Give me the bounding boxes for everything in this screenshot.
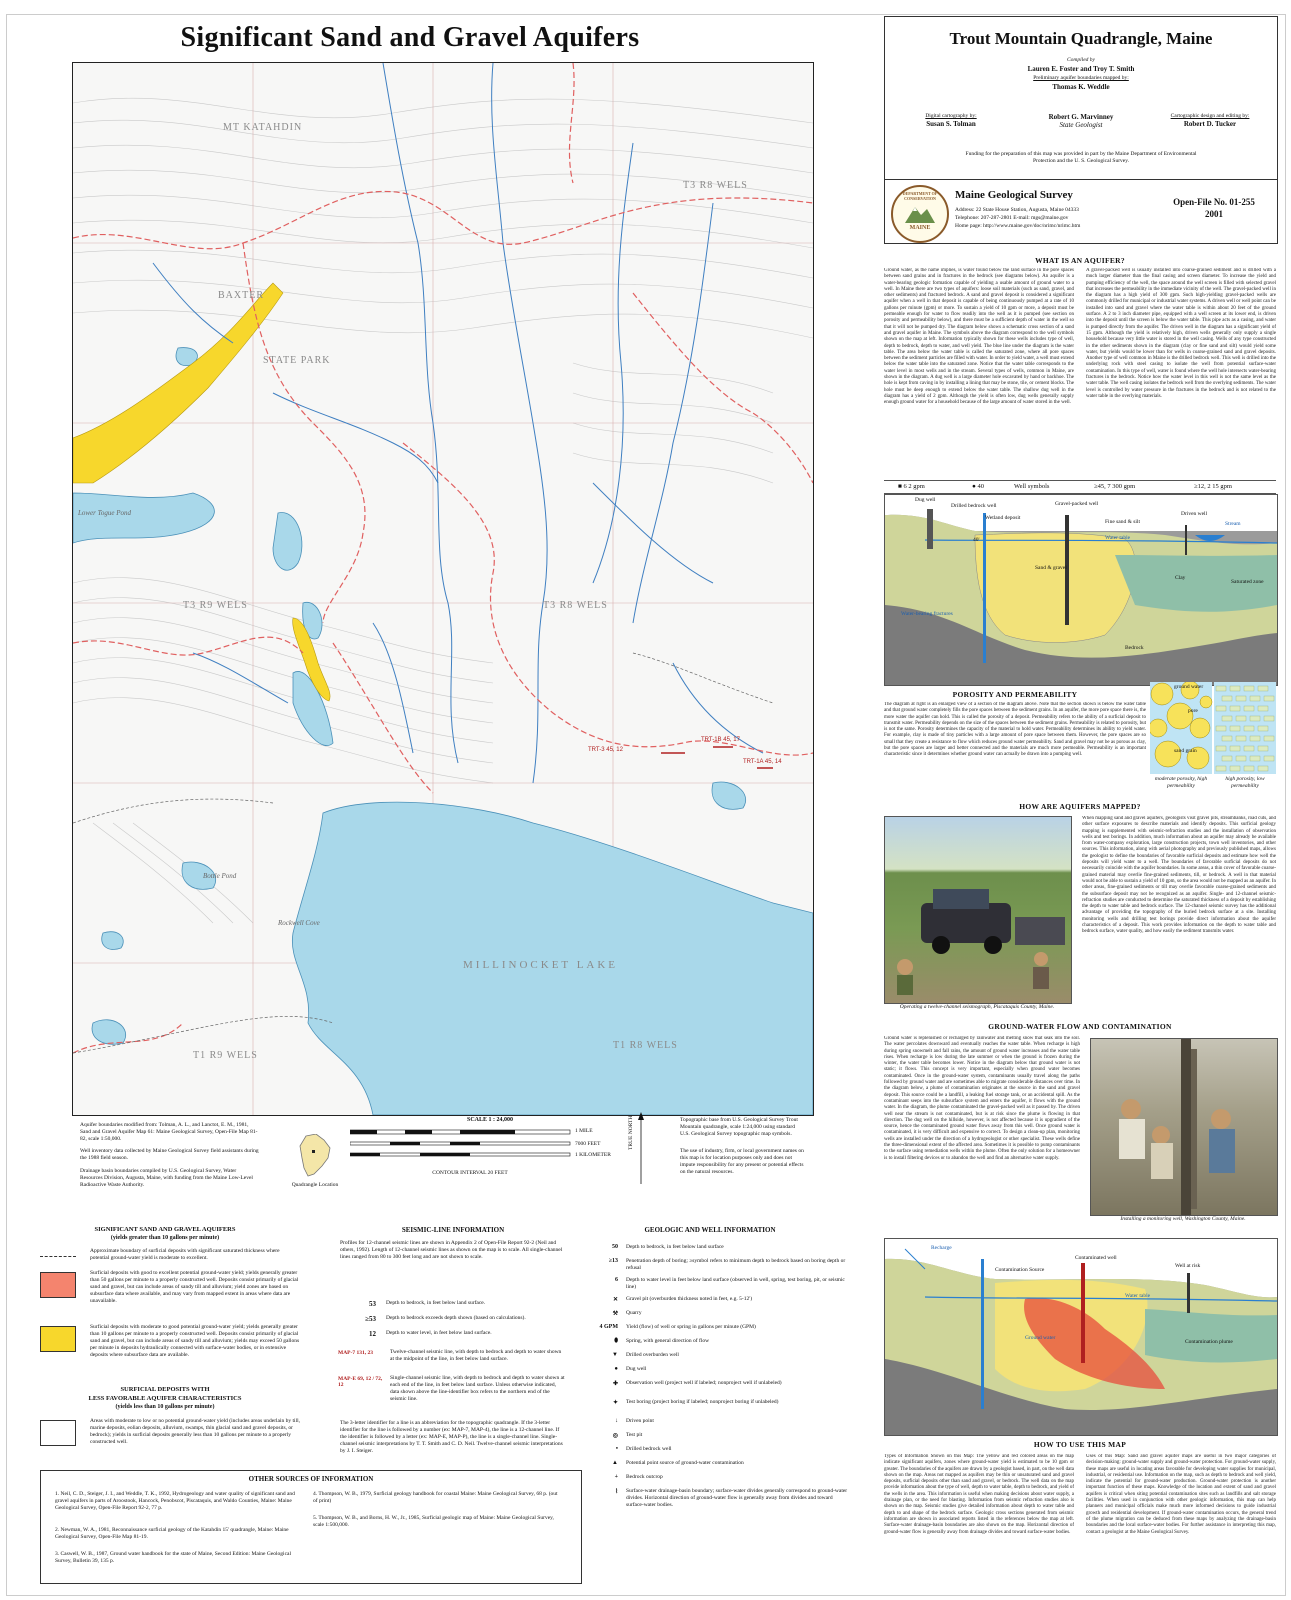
aquifer-deposits — [73, 283, 330, 701]
quadrangle-location-map — [294, 1134, 334, 1178]
mgs-address: Address: 22 State House Station, Augusta, Maine 04333 — [955, 207, 1079, 213]
seismic-sym-5: MAP-E 69, 12 / 72, 12 — [338, 1376, 383, 1388]
aquifer-text-col2: A gravel-packed well is usually installed into coarse-grained sediment and is drilled with a much larger diameter than the final casing and screen diameter. To increase the yield and pumping efficiency of the well, the space around the well screen is filled with selected gravel that increases the permeability in the immediate vicinity of the well. The gravel-packed well in the diagram has a high yield of 300 gpm. Such high-yielding gravel-packed wells are commonly drilled for municipal or industrial water systems. A driven well or well point can be installed into sand and gravel where the water table is within about 20 feet of the ground surface. A 2 to 3 inch diameter pipe, equipped with a well screen at its lower end, is driven into the deposit until the screen is below the water table. This pipe acts as a casing, and water is pumped directly from the aquifer. The driven well in the diagram has a significant yield of 15 gpm. Although the yield is relatively high, driven wells generally only supply a single household because very little water is stored in the well casing. Wells of any type constructed in the other sediments shown in the diagram (clay or fine sand and silt) would yield some water, but yields would be lower than for wells in coarse-grained sand and gravel deposits. Another type of well common in Maine is the drilled bedrock well. This well is drilled into the underlying rock with steel casing to isolate the well from potential surface-water contamination. In this type of well, water is found where the well hole intersects water-bearing fractures in the bedrock. Notice how the water level in this well is not the same level as the water table. The well casing isolates the bedrock well from the overlying sediments. The water level is controlled by water pressure in the fractures in the bedrock and is not related to the water table in the overlying materials. — [1086, 268, 1276, 399]
geologic-legend-text: Test boring (project boring if labeled; nonproject boring if unlabeled) — [626, 1399, 779, 1405]
howto-text-col1: Types of Information Shown on this Map: The yellow and red colored areas on the map indicate significant aquifers, zones where ground-water yield is estimated to be 10 gpm or greater. The boundaries of the aquifers are drawn by a geologist based, in part, on the well data shown on the map. Areas not mapped as aquifers may be thin or unsaturated sand and gravel deposits, surficial deposits other than sand and gravel, or bedrock. The well data on the map provide information about the type of well, depth to water table, depth to bedrock, and yield of the wells in the area. This information is useful when making decisions about water supply, a drainage plan, or the need for blasting. Information from seismic refraction studies also is shown on the map. Seismic studies give detailed information about depth to water table and depth to and shape of the bedrock surface. Geologic cross sections generated from seismic information are shown in associated reports listed in the references below the map at left. Surface-water drainage-basin boundaries are also shown on the map. Horizontal direction of ground-water flow is generally away from drainage divides and toward surface-water bodies. — [884, 1454, 1074, 1535]
porosity-caption-right: high porosity, low permeability — [1225, 776, 1265, 789]
topographic-map — [72, 62, 814, 1116]
geologic-legend-text: Depth to water level in feet below land surface (observed in well, spring, test boring, pit, or seismic line) — [626, 1277, 845, 1290]
north-arrow — [636, 1112, 646, 1184]
scale-mile: 1 MILE — [575, 1128, 593, 1134]
carto-name: Robert D. Tucker — [1183, 120, 1237, 128]
legend-yellow-text: Surficial deposits with moderate to good potential ground-water yield; yields generally greater than 10 gallons per minute to a properly constructed well. Deposits consist primarily of glacial sand and gravel, but can include areas of sandy till and alluvium; yields may exceed 50 gallons per minute in deposits hydraulically connected with surface-water bodies, or in extensive deposits where subsurface data are available. — [90, 1324, 300, 1358]
seismic-sym-1: 53 — [369, 1300, 376, 1308]
geologic-legend-symbol: ● — [614, 1366, 618, 1372]
howto-text-col2: Uses of this Map: Sand and gravel aquifer maps are useful in two major categories of decision-making: ground-water supply and ground-water protection. For ground-water supply, these maps are useful in locating areas favorable for developing water supplies for municipal, industrial, or residential use. Information on the map, such as depth to bedrock and well yield, indicate the potential for ground-water production. Ground-water protection is another important function of these maps. Knowledge of the location and extent of sand and gravel aquifers is critical when siting potential contamination sites such as landfills and salt storage facilities. When used in conjunction with other geologic information, this map can help planners and municipal officials make much more informed decisions to guide industrial growth and residential development. If ground-water contamination occurs, the general trend of the plume migration can be deduced from these maps by analyzing the drainage-basin boundaries and the local surface-water bodies. For further assistance in interpreting this map, contact a geologist at the Maine Geological Survey. — [1086, 1454, 1276, 1535]
geologic-legend-symbol: ↓ — [615, 1418, 618, 1424]
geologic-legend-symbol: ≥13 — [608, 1258, 618, 1264]
geologic-legend-text: Driven point — [626, 1418, 654, 1424]
mapped-text: When mapping sand and gravel aquifers, geologists visit gravel pits, streambanks, road cuts, and other surface exposures to describe materials and identify deposits. This surficial geology mapping is supplemented with seismic-refraction studies and the installation of observation wells and test borings. In addition, much information about an aquifer may already be available from water-company exploration, large construction projects, town well inventories, and other sources. This information, along with aerial photography and previously published maps, allows the geologist to define the boundaries of favorable surficial deposits and estimate how well the deposits will yield water to a well. The boundaries of favorable surficial deposits do not necessarily coincide with the aquifer boundaries. In some areas, a thin cover of favorable coarse-grained material may overlie fine-grained sediments, till, or bedrock. A well in that material would not be able to sustain a yield of 10 gpm, so the area would not be mapped as an aquifer. In other areas, fine-grained sediments or till may overlie favorable coarse-grained sediments and the subsurface deposit may not be recognized as an aquifer. Single- and 12-channel seismic-refraction studies are conducted to determine the saturated thickness of a deposit by establishing the depth to water table and bedrock surface. The 12-channel seismic survey has the additional advantage of providing the topography of the buried bedrock surface at a site. Installing monitoring wells and drilling test borings provide direct information about the aquifer characteristics of a deposit. This work provides information on the depth to water table and bedrock surface, water quality, and how easily the sediment transmits water. — [1082, 816, 1276, 935]
scale-feet: 7000 FEET — [575, 1141, 601, 1147]
geologic-title: GEOLOGIC AND WELL INFORMATION — [644, 1226, 776, 1234]
seismic-sym-4: MAP-7 131, 23 — [338, 1350, 373, 1356]
geologic-legend-text: Drilled bedrock well — [626, 1446, 672, 1452]
contamination-diagram — [884, 1238, 1278, 1436]
topo-base-note: Topographic base from U.S. Geological Survey Trout Mountain quadrangle, scale 1:24,000 using standard U.S. Geological Survey topographic map symbols. — [680, 1117, 798, 1137]
label-well-at-risk: Well at risk — [1175, 1263, 1201, 1269]
label-drilled-bedrock-well: Drilled bedrock well — [951, 503, 997, 509]
label-driven-well: Driven well — [1181, 511, 1208, 517]
geologic-legend-symbol: ⬮ — [614, 1338, 618, 1344]
seal-top-text: DEPARTMENT OF CONSERVATION — [902, 191, 938, 201]
label-lower-togue-pond: Lower Togue Pond — [78, 509, 132, 517]
label-mt-katahdin: MT KATAHDIN — [223, 122, 303, 133]
state-geologist-name: Robert G. Marvinney — [1048, 113, 1114, 121]
seismic-label-trt1b: TRT-1B 45, 17 — [701, 737, 740, 743]
geologic-legend-symbol: 50 — [612, 1244, 618, 1250]
label-t3r8-north: T3 R8 WELS — [683, 180, 748, 191]
seismic-row-4: Twelve-channel seismic line, with depth to bedrock and depth to water shown at the midpoint of the line, in feet below land surface. — [390, 1349, 562, 1362]
label-baxter: BAXTER — [218, 290, 264, 301]
geologic-legend-text: Potential point source of ground-water contamination — [626, 1460, 744, 1466]
label-gravel-packed-well: Gravel-packed well — [1055, 501, 1099, 507]
geologic-legend-text: Surface-water drainage-basin boundary; surface-water divides generally correspond to ground-water divides. Horizontal direction of ground-water flow is generally away from divides and toward surface-water bodies. — [626, 1488, 848, 1508]
quadrangle-header — [884, 16, 1278, 244]
source-3: 3. Caswell, W. B., 1987, Ground water handbook for the state of Maine, Second Edition: Maine Geological Survey, Bulletin 39, 135 p. — [55, 1551, 291, 1564]
legend-dashed-boundary — [40, 1256, 76, 1257]
seismic-label-trt3: TRT-3 45, 12 — [588, 747, 623, 753]
mgs-homepage: Home page: http://www.maine.gov/doc/nrimc/nrimc.htm — [955, 223, 1081, 229]
scale-bar — [350, 1128, 580, 1158]
label-clay: Clay — [1175, 575, 1186, 581]
geologic-legend-symbol: ✚ — [612, 1381, 618, 1387]
drainage-note: Drainage basin boundaries compiled by U.S. Geological Survey, Water Resources Division, Augusta, Maine, with funding from the Maine Low-Level Radioactive Waste Authority. — [80, 1168, 253, 1188]
porosity-section-title: POROSITY AND PERMEABILITY — [952, 690, 1078, 699]
seal-bottom-text: MAINE — [909, 225, 931, 231]
sources-title: OTHER SOURCES OF INFORMATION — [248, 1475, 374, 1483]
geologic-legend-text: Dug well — [626, 1366, 647, 1372]
aquifer-section-title: WHAT IS AN AQUIFER? — [1035, 256, 1125, 265]
mgs-telephone: Telephone: 207-287-2801 E-mail: mgs@maine.gov — [955, 215, 1069, 221]
geologic-legend-text: Quarry — [626, 1310, 642, 1316]
well-symbol-drilled: ● 40 — [972, 483, 985, 490]
quad-location-label: Quadrangle Location — [291, 1182, 339, 1188]
source-1: 1. Neil, C. D., Steiger, J. I., and Weddle, T. K., 1992, Hydrogeology and water quality of significant sand and gravel aquifers in parts of Aroostook, Hancock, Penobscot, Piscataquis, and Waldo Counties, Maine: Maine Geological Survey, Open-File Report 92-2, 77 p. — [55, 1491, 295, 1511]
legend-subtitle-2: (yields less than 10 gallons per minute) — [115, 1404, 215, 1410]
seismic-footnote: The 3-letter identifier for a line is an abbreviation for the topographic quadrangle. If the 3-letter identifier for the line is followed by a number (ex: MAP-7, MAP-4), the line is a 12-channel line. If the identifier is followed by a letter (ex: MAP-E, MAP-P), the line is a single-channel line. Single-channel seismic interpretations by T. T. Smith and C. D. Neil. Twelve-channel seismic interpretations by J. I. Steiger. — [340, 1420, 563, 1454]
geologic-legend-text: Gravel pit (overburden thickness noted in feet, e.g. 5-12') — [626, 1296, 753, 1302]
open-file-number: Open-File No. 01-255 — [1173, 197, 1255, 207]
geologic-legend-text: Yield (flow) of well or spring in gallons per minute (GPM) — [626, 1324, 756, 1330]
well-symbols-row — [884, 480, 1276, 494]
label-water-table-2: Water table — [1125, 1293, 1151, 1299]
maine-conservation-seal — [891, 185, 949, 243]
geologic-legend-symbol: 4 GPM — [599, 1324, 618, 1330]
label-saturated-zone: Saturated zone — [1231, 579, 1264, 585]
geologic-legend-text: Drilled overburden well — [626, 1352, 679, 1358]
porosity-diagram — [1150, 682, 1276, 774]
geologic-legend-symbol: + — [614, 1474, 618, 1480]
aquifer-text-col1: Ground water, as the name implies, is water found below the land surface in the pore spaces between sand grains and in fractures in the bedrock (see diagrams below). An aquifer is a water-bearing geologic formation capable of yielding a usable amount of ground water to a well. In Maine there are two types of aquifers: loose soil materials (such as sand, gravel, and other sediments) and fractured bedrock. A sand and gravel deposit is considered a significant aquifer when a well in that deposit is capable of being continuously pumped at a rate of 10 gallons per minute (gpm) or more. To sustain a yield of 10 gpm or more, a deposit must be permeable enough for water to flow readily into the well as it is pumped (see section on porosity and permeability below), and there must be a sufficient depth of water in the well so that it will not be pumped dry. The diagram below shows a schematic cross section of a sand and gravel aquifer in Maine. The symbols above the diagram correspond to the well symbols shown on the map at left. Information typically shown for these wells includes type of well, depth to bedrock, depth to water, and well yield. The blue line under the diagram is the water table. The area below the water table is called the saturated zone, where all pore spaces between the sediment particles are filled with water. In order to yield water, a well must extend below the water table into the saturated zone. Notice that the water table corresponds to the water level in most wells and in the stream. Several types of wells, common in Maine, are shown in the diagram. A dug well is a large diameter hole excavated by hand or backhoe. The hole is kept from caving in by installing a lining that may be stone, tile, or cement blocks. The hole must be deep enough to extend below the water table. The shallow dug well in the diagram has a yield of 2 gpm. Although the yield is often low, dug wells generally supply enough ground water for a household because of the large amount of water stored in the well. — [884, 268, 1074, 406]
carto-label: Cartographic design and editing by: — [1170, 113, 1250, 119]
label-contamination-source: Contamination Source — [995, 1267, 1045, 1273]
label-bedrock: Bedrock — [1125, 645, 1144, 651]
monitoring-well-caption: Installing a monitoring well, Washington County, Maine. — [1120, 1216, 1246, 1222]
legend-yellow-swatch — [40, 1326, 76, 1352]
digital-name: Susan S. Tolman — [926, 120, 976, 128]
label-contaminated-well: Contaminated well — [1075, 1255, 1117, 1261]
lower-togue-pond — [73, 493, 214, 543]
geologic-legend-text: Penetration depth of boring; ≥symbol refers to minimum depth to bedrock based on boring depth or refusal — [626, 1258, 846, 1271]
source-2: 2. Newman, W. A., 1981, Reconnaissance surficial geology of the Katahdin 15' quadrangle, Maine: Maine Geological Survey, Open-File Map 81-19. — [55, 1527, 289, 1540]
quadrangle-title: Trout Mountain Quadrangle, Maine — [949, 29, 1213, 48]
geologic-legend-text: Observation well (project well if labeled; nonproject well if unlabeled) — [626, 1380, 782, 1386]
seismic-intro: Profiles for 12-channel seismic lines are shown in Appendix 2 of Open-File Report 92-2 (Neil and others, 1992). Length of 12-channel seismic lines as shown on the map is to scale. All single-channel lines ranged from 80 to 300 feet long and are not shown to scale. — [340, 1240, 563, 1260]
label-sand-gravel: Sand & gravel — [1035, 565, 1067, 571]
legend-subtitle-1: (yields greater than 10 gallons per minute) — [110, 1235, 220, 1241]
well-symbols-label: Well symbols — [1014, 483, 1050, 490]
label-dug-well: Dug well — [915, 497, 936, 503]
legend-title-2b: LESS FAVORABLE AQUIFER CHARACTERISTICS — [88, 1395, 242, 1402]
geologic-legend-symbol: ✕ — [612, 1297, 618, 1303]
seismic-row-5: Single-channel seismic line, with depth to bedrock and depth to water shown at each end of the line, in feet below land surface. Unless otherwise indicated, data shown above the line-identifier box refers to the northern end of the seismic line. — [390, 1375, 565, 1402]
other-sources-box — [40, 1470, 582, 1584]
seismograph-photo — [884, 816, 1072, 1004]
map-canvas — [73, 63, 813, 1115]
label-rockwell-cove: Rockwell Cove — [278, 919, 320, 927]
geologic-legend-symbol: ✦ — [612, 1400, 618, 1406]
yellow-aquifer-north — [73, 283, 283, 483]
disclaimer-note: The use of industry, firm, or local government names on this map is for location purposes only and does not impute responsibility for any present or potential effects on the natural resources. — [680, 1148, 804, 1175]
howto-section-title: HOW TO USE THIS MAP — [1033, 1440, 1127, 1449]
geologic-legend-text: Test pit — [626, 1432, 643, 1438]
seismic-title: SEISMIC-LINE INFORMATION — [401, 1226, 505, 1234]
legend-white-text: Areas with moderate to low or no potential ground-water yield (includes areas underlain by till, marine deposits, eolian deposits, alluvium, swamps, thin glacial sand and gravel deposits, or bedrock); yields in surficial deposits generally less than 10 gallons per minute to a properly constructed well. — [90, 1418, 301, 1445]
label-pore: pore — [1188, 708, 1198, 714]
label-wetland-deposit: Wetland deposit — [985, 515, 1021, 521]
aquifer-cross-section-diagram — [884, 494, 1278, 686]
seismic-row-3: Depth to water level, in feet below land surface. — [386, 1330, 492, 1336]
source-4: 4. Thompson, W. B., 1979, Surficial geology handbook for coastal Maine: Maine Geological Survey, 68 p. (out of print) — [313, 1491, 558, 1504]
scale-km: 1 KILOMETER — [575, 1152, 611, 1158]
geologic-legend-symbol: • — [615, 1446, 618, 1452]
geologic-legend-text: Depth to bedrock, in feet below land surface — [626, 1244, 724, 1250]
label-bottle-pond: Bottle Pond — [203, 872, 237, 880]
legend-dashed-text: Approximate boundary of surficial deposits with significant saturated thickness where potential ground-water yield is moderate to excellent. — [90, 1248, 280, 1261]
mapped-section-title: HOW ARE AQUIFERS MAPPED? — [1019, 802, 1141, 811]
legend-title-1: SIGNIFICANT SAND AND GRAVEL AQUIFERS — [94, 1226, 236, 1233]
contour-interval: CONTOUR INTERVAL 20 FEET — [432, 1170, 508, 1176]
label-contamination-plume: Contamination plume — [1185, 1339, 1233, 1345]
state-geologist-title: State Geologist — [1059, 121, 1103, 129]
label-t3r8: T3 R8 WELS — [543, 600, 608, 611]
prelim-label: Preliminary aquifer boundaries mapped by: — [1033, 75, 1129, 81]
label-state-park: STATE PARK — [263, 355, 331, 366]
porosity-text: The diagram at right is an enlarged view of a section of the diagram above. Note that the section shown is below the water table and that ground water completely fills the pore spaces between the sediment grains. In an aquifer, the more pore space there is, the more water the aquifer can hold. This is called the porosity of a deposit. Permeability refers to the ability of a surficial deposit to transmit water. Permeability depends on the size of the spaces between the sediment grains. Permeability is related to porosity, but is not the same. Porosity determines the capacity of the material to hold water. Permeability determines its ability to yield water. For example, clay is made of tiny particles with a large amount of pore space between them. However, the pore spaces are so small that they create a resistance to flow which reduces ground water permeability. Sand and gravel may not be as porous as clay, but the pore spaces are larger and better connected and the materials are much more permeable. Permeability is an important characteristic since it determines whether ground water can actually be drawn into a pumping well. — [884, 702, 1146, 758]
label-recharge: Recharge — [931, 1245, 952, 1251]
mgs-name: Maine Geological Survey — [955, 189, 1073, 201]
label-stream: Stream — [1225, 521, 1241, 527]
legend-orange-swatch — [40, 1272, 76, 1298]
well-symbol-driven: ≥12, 2 15 gpm — [1194, 483, 1232, 490]
porosity-caption-left: moderate porosity, high permeability — [1154, 776, 1208, 789]
geologic-legend-symbol: ⚒ — [612, 1311, 618, 1317]
seismic-row-1: Depth to bedrock, in feet below land surface. — [386, 1300, 486, 1306]
map-source-note: Aquifer boundaries modified from: Tolman, A. L., and Lanctot, E. M., 1981, Sand and Gravel Aquifer Map 61: Maine Geological Survey, Open-File Map 81-82, scale 1:50,000. — [80, 1122, 258, 1142]
open-file-year: 2001 — [1205, 209, 1223, 219]
well-symbol-gravel: ≥45, 7 300 gpm — [1094, 483, 1136, 490]
well-inventory-note: Well inventory data collected by Maine Geological Survey field assistants during the 1988 field season. — [80, 1148, 259, 1161]
label-ground-water-2: Ground water — [1025, 1335, 1056, 1341]
source-5: 5. Thompson, W. B., and Borns, H. W., Jr., 1985, Surficial geologic map of Maine: Maine Geological Survey, scale 1:500,000. — [313, 1515, 554, 1528]
seismic-row-2: Depth to bedrock exceeds depth shown (based on calculations). — [386, 1315, 526, 1321]
geologic-legend-symbol: ▲ — [612, 1460, 618, 1466]
monitoring-well-photo — [1090, 1038, 1278, 1216]
water-bodies — [73, 348, 813, 1115]
seismic-sym-2: ≥53 — [365, 1315, 376, 1323]
geologic-legend-text: Spring, with general direction of flow — [626, 1338, 710, 1344]
label-sand-grain: sand grain — [1174, 748, 1197, 754]
flow-text: Ground water is replenished or recharged by rainwater and melting snow that seak into the soil. The water percolates downward and eventually reaches the water table. When recharge is high during spring snowmelt and fall rains, the amount of ground water increases and the water table rises. When recharge is low during the late summer or when the ground is frozen during the winter, the water table becomes lower. Notice in the diagram below that ground water is not static; it flows. This concept is very important, especially when ground water becomes contaminated. Once in the ground-water system, contaminants usually travel along the paths followed by ground water and are sometimes able to migrate considerable distances over time. In the diagram below, a plume of contamination originates at the source in the sand and gravel deposit. This source could be a landfill, a leaking fuel storage tank, or an accidental spill. As the contaminant seeps into the subsurface system and enters the aquifer, it flows with the ground water. In the diagram, the plume contaminated the gravel-packed well as it passed by. The driven well near the stream is not contaminated, but is at risk since the plume is flowing in that direction. The dug well on the hillside, however, is not affected because it is upgradient of the source, hence the contaminated ground water flows away from this well. Once ground water is contaminated, it is very difficult and expensive to correct. To design a clean-up plan, monitoring wells are installed under the direction of a hydrogeologist or other specialist. These wells define the three-dimensional extent of the affected area. Sometimes it is possible to pump contaminants to the surface using remediation wells within the plume. Often the only solution for a homeowner is to install filtering devices or to abandon the well and find an alternative water supply. — [884, 1036, 1080, 1161]
label-t1r8: T1 R8 WELS — [613, 1040, 678, 1051]
label-water-table: Water table — [1105, 535, 1131, 541]
seismograph-caption: Operating a twelve-channel seismograph, Piscataquis County, Maine. — [899, 1004, 1055, 1010]
digital-label: Digital cartography by: — [925, 113, 977, 119]
compilers: Lauren E. Foster and Troy T. Smith — [1027, 65, 1135, 73]
well-symbol-dug: ■ 6 2 gpm — [898, 483, 925, 490]
legend-orange-text: Surficial deposits with good to excellent potential ground-water yield; yields generally greater than 50 gallons per minute to a properly constructed well. Deposits consist primarily of glacial sand and gravel, but can include areas of sandy till and alluvium; yield zones are based on subsurface data where available, and may vary from mapped extent in areas where data are unavailable. — [90, 1270, 299, 1304]
geologic-legend-symbol: ◎ — [612, 1433, 618, 1439]
funding-note: Funding for the preparation of this map was provided in part by the Maine Department of Environmental Protection and the U. S. Geological Survey. — [965, 151, 1197, 164]
label-t3r9: T3 R9 WELS — [183, 600, 248, 611]
compiled-by-label: Compiled by — [1067, 57, 1095, 63]
legend-title-2: SURFICIAL DEPOSITS WITH — [120, 1386, 210, 1393]
geologic-legend-symbol: ⌇ — [615, 1489, 618, 1495]
prelim-name: Thomas K. Weddle — [1052, 83, 1110, 91]
geologic-legend-symbol: 6 — [615, 1277, 618, 1283]
flow-section-title: GROUND-WATER FLOW AND CONTAMINATION — [988, 1022, 1172, 1031]
seismic-sym-3: 12 — [369, 1330, 376, 1338]
geologic-legend-text: Bedrock outcrop — [626, 1474, 663, 1480]
label-depth-40: 40' — [973, 537, 980, 543]
label-millinocket-lake: MILLINOCKET LAKE — [463, 959, 619, 971]
label-water-bearing-fractures: Water-bearing fractures — [901, 611, 953, 617]
legend-white-swatch — [40, 1420, 76, 1446]
page-title: Significant Sand and Gravel Aquifers — [180, 22, 640, 53]
geologic-legend-symbol: ▼ — [612, 1352, 618, 1358]
label-ground-water: ground water — [1174, 684, 1204, 690]
true-north-label: TRUE NORTH — [628, 1115, 634, 1150]
label-fine-sand-silt: Fine sand & silt — [1105, 519, 1140, 525]
label-t1r9: T1 R9 WELS — [193, 1050, 258, 1061]
seismic-label-trt1a: TRT-1A 45, 14 — [743, 759, 782, 765]
scale-label: SCALE 1 : 24,000 — [466, 1117, 513, 1123]
